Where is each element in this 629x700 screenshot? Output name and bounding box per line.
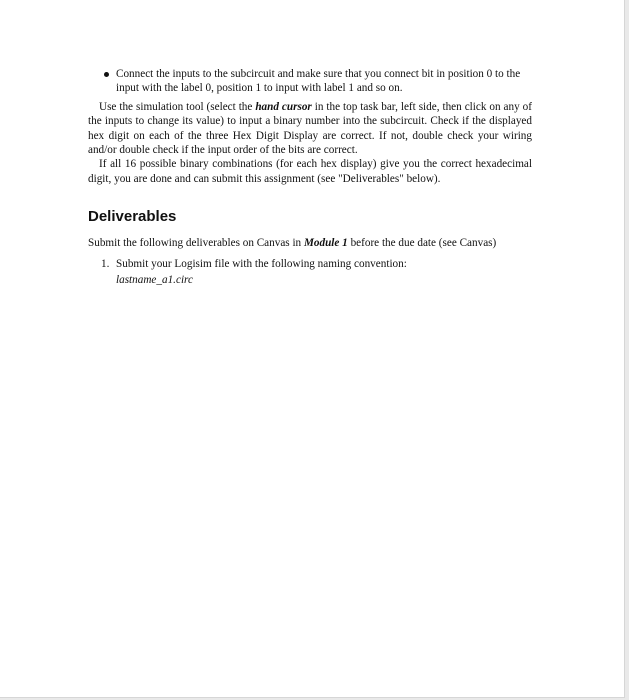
deliverables-heading: Deliverables bbox=[88, 208, 177, 226]
para1-text-before: Use the simulation tool (select the bbox=[99, 100, 256, 113]
intro-text-before: Submit the following deliverables on Canvas in bbox=[88, 237, 304, 250]
para1-text-after: in the top task bar, left side, then click on any of the inputs to change its value) to input a binary number into the subcircuit. Check if the displayed hex digit on each of the three Hex Digit Display are correct. If not, double check your wiring and/or double check if the input order of the bits are correct. bbox=[88, 100, 532, 157]
page-content bbox=[88, 67, 532, 287]
intro-text-after: before the due date (see Canvas) bbox=[347, 237, 497, 250]
module-emphasis: Module 1 bbox=[303, 237, 348, 250]
bullet-dot-icon bbox=[104, 72, 109, 77]
deliverables-list bbox=[88, 257, 532, 288]
bullet-text: Connect the inputs to the subcircuit and make sure that you connect bit in position 0 to the input with the label 0, position 1 to input with label 1 and so on. bbox=[116, 68, 521, 95]
list-item-text: Submit your Logisim file with the following naming convention: bbox=[116, 257, 407, 270]
deliverables-intro bbox=[88, 236, 532, 250]
filename-convention: lastname_a1.circ bbox=[116, 274, 193, 287]
list-item bbox=[88, 257, 532, 288]
bullet-item bbox=[88, 67, 532, 96]
simulation-paragraph bbox=[88, 100, 532, 158]
hand-cursor-emphasis: hand cursor bbox=[255, 100, 312, 113]
list-item-number: 1. bbox=[101, 257, 110, 270]
instructions-block bbox=[88, 100, 532, 186]
combinations-paragraph: If all 16 possible binary combinations (for each hex display) give you the correct hexadecimal digit, you are done and can submit this assignment (see "Deliverables" below). bbox=[88, 158, 532, 185]
